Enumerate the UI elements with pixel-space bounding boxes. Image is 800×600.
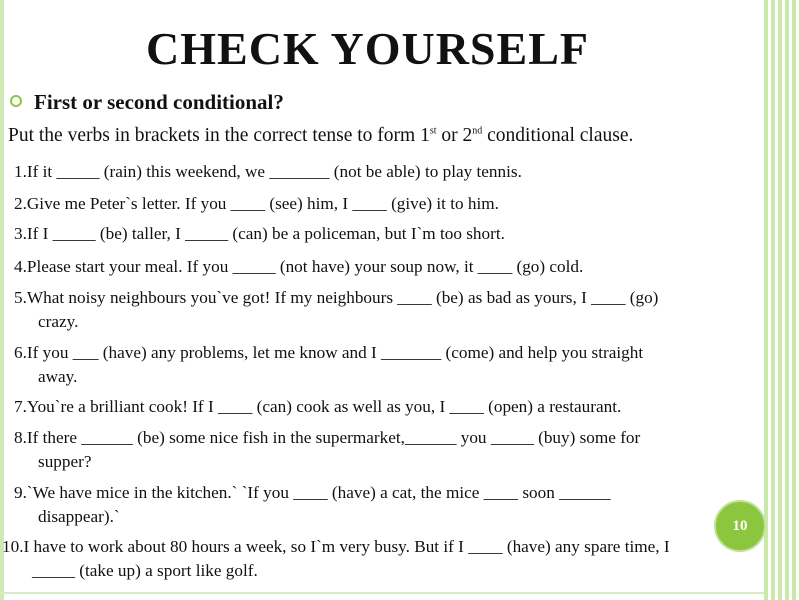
ordinal-superscript: st — [429, 125, 437, 137]
exercise-line: 3.If I _____ (be) taller, I _____ (can) be a policeman, but I`m too short. — [14, 224, 505, 243]
exercise-item-6 — [14, 341, 768, 389]
exercise-item-3 — [14, 222, 768, 246]
page-number-badge: 10 — [714, 500, 766, 552]
exercise-item-9 — [14, 481, 768, 529]
bottom-border-decoration — [0, 592, 764, 594]
exercise-line: 5.What noisy neighbours you`ve got! If my neighbours ____ (be) as bad as yours, I ____ (go) — [14, 288, 659, 307]
instruction-text — [8, 125, 633, 147]
exercise-item-7 — [14, 395, 768, 419]
exercise-item-5 — [14, 286, 768, 334]
exercise-line: 10.I have to work about 80 hours a week, so I`m very busy. But if I ____ (have) any spare time, I — [2, 537, 670, 556]
exercise-item-2 — [14, 192, 768, 216]
exercise-line-continued: crazy. — [38, 312, 79, 331]
slide-title: CHECK YOURSELF — [146, 23, 589, 74]
right-stripe-decoration — [764, 0, 800, 600]
exercise-line: 6.If you ___ (have) any problems, let me know and I _______ (come) and help you straight — [14, 343, 644, 362]
exercise-item-1 — [14, 160, 768, 184]
ordinal-superscript: nd — [472, 125, 483, 137]
exercise-item-10 — [2, 535, 768, 583]
exercise-item-4 — [14, 255, 768, 279]
exercise-line-continued: supper? — [38, 452, 92, 471]
instruction-part: Put the verbs in brackets in the correct tense to form 1 — [8, 125, 430, 146]
exercise-line-continued: disappear).` — [38, 507, 120, 526]
exercise-line: 8.If there ______ (be) some nice fish in the supermarket,______ you _____ (buy) some for — [14, 428, 641, 447]
exercise-item-8 — [14, 426, 768, 474]
bullet-icon — [10, 95, 22, 107]
exercise-line-continued: _____ (take up) a sport like golf. — [32, 561, 258, 580]
exercise-line: 9.`We have mice in the kitchen.` `If you ____ (have) a cat, the mice ____ soon ______ — [14, 483, 611, 502]
instruction-part: conditional clause. — [482, 125, 634, 146]
exercise-line: 1.If it _____ (rain) this weekend, we _______ (not be able) to play tennis. — [14, 162, 522, 181]
subheading — [10, 90, 284, 115]
left-border-decoration — [0, 0, 4, 600]
exercise-line: 4.Please start your meal. If you _____ (not have) your soup now, it ____ (go) cold. — [14, 257, 584, 276]
exercise-line: 7.You`re a brilliant cook! If I ____ (can) cook as well as you, I ____ (open) a restaurant. — [14, 397, 622, 416]
instruction-part: or 2 — [436, 125, 473, 146]
subheading-text: First or second conditional? — [34, 90, 284, 114]
exercise-line-continued: away. — [38, 367, 78, 386]
exercise-line: 2.Give me Peter`s letter. If you ____ (see) him, I ____ (give) it to him. — [14, 194, 499, 213]
